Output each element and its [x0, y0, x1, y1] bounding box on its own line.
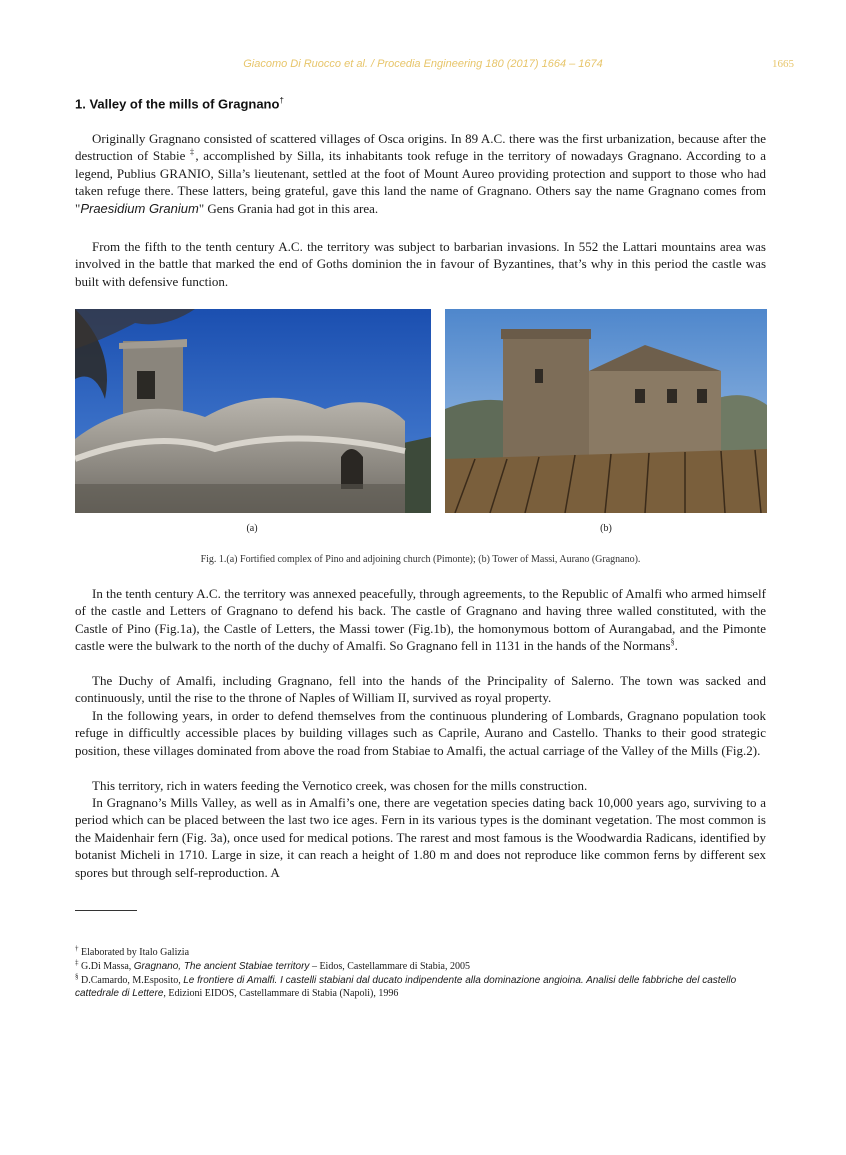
footnote-mark: ‡	[75, 958, 79, 967]
tower-photo-illustration	[445, 309, 767, 513]
paragraph-lombards: In the following years, in order to defend themselves from the continuous plundering of Lombards, Gragnano population took refuge in difficultly accessible places by building villages such as Caprile, Aurano and Castello. Thanks to their good strategic position, these villages dominated from above the road from Stabiae to Amalfi, the actual carriage of the Valley of the Mills (Fig.2).	[75, 708, 766, 758]
footnote-title: Le frontiere di Amalfi. I castelli stabiani dal ducato indipendente alla dominazione angioina. Analisi delle fabbriche del castello cattedrale di Lettere	[75, 975, 737, 999]
footnote-ref-dagger: †	[279, 96, 284, 105]
footnote-text: , Edizioni EIDOS, Castellammare di Stabia (Napoli), 1996	[163, 987, 399, 999]
paragraph-text: " Gens Grania had got in this area.	[198, 200, 379, 216]
paragraph-text: In the tenth century A.C. the territory was annexed peacefully, through agreements, to the Republic of Amalfi who armed himself of the castle and Letters of Gragnano to defend his back. The castle of Gragnano and having three walled constituted, with the Castle of Pino (Fig.1a), the Castle of Letters, the Massi tower (Fig.1b), the homonymous bottom of Aurangabad, and the Pimonte castle were the bulwark to the north of the duchy of Amalfi. So Gragnano fell in 1131 in the hands of the Normans	[75, 586, 766, 654]
footnote-3	[75, 972, 766, 1000]
paragraph-text: , accomplished by Silla, its inhabitants took refuge in the territory of nowadays Gragnano. According to a legend, Publius GRANIO, Silla’s lieutenant, settled at the foot of Mount Aureo providing protection and support to those who had taken refuge there. These latters, being grateful, gave this land the name of Gragnano. Others say the name Gragnano comes from "	[75, 148, 766, 216]
running-header-journal: Giacomo Di Ruocco et al. / Procedia Engineering 180 (2017) 1664 – 1674	[243, 58, 603, 70]
section-title-text: 1. Valley of the mills of Gragnano	[75, 96, 280, 112]
figure-1a-label: (a)	[246, 523, 258, 534]
footnote-ref-section: §	[670, 637, 675, 647]
church-photo-illustration	[75, 309, 431, 513]
footnote-text: – Eidos, Castellammare di Stabia, 2005	[309, 961, 470, 972]
paragraph-vegetation: In Gragnano’s Mills Valley, as well as in Amalfi’s one, there are vegetation species dating back 10,000 years ago, surviving to a period which can be placed between the last two ice ages. Fern in its various types is the dominant vegetation. The most common is the Maidenhair fern (Fig. 3a), once used for medical potions. The rarest and most famous is the Woodwardia Radicans, identified by botanist Micheli in 1710. Large in size, it can reach a height of 1.80 m and does not reproduce like common ferns by different sex spores but through self-reproduction. A	[75, 795, 766, 880]
footnote-ref-ddagger: ‡	[190, 148, 196, 158]
paragraph-text: .	[674, 638, 678, 654]
footnote-title: Gragnano, The ancient Stabiae territory	[133, 961, 310, 972]
figure-1a-photo	[75, 309, 431, 513]
footnote-text: G.Di Massa,	[78, 961, 134, 972]
paragraph-text: Originally Gragnano consisted of scattered villages of Osca origins. In 89 A.C. there was the first urbanization, because after the destruction of Stabie	[75, 131, 766, 164]
paragraph-amalfi-republic	[75, 585, 766, 655]
footnote-divider	[75, 910, 137, 911]
paragraph-origins	[75, 130, 766, 217]
footnote-1	[75, 944, 766, 960]
page-number: 1665	[772, 58, 794, 70]
paragraph-duchy: The Duchy of Amalfi, including Gragnano, fell into the hands of the Principality of Salerno. The town was sacked and continuously, until the rise to the throne of Naples of William II, survived as royal property.	[75, 673, 766, 706]
footnote-2	[75, 958, 766, 974]
figure-1b-photo	[445, 309, 767, 513]
paragraph-invasions: From the fifth to the tenth century A.C. the territory was subject to barbarian invasions. In 552 the Lattari mountains area was involved in the battle that marked the end of Goths dominion the in favour of Byzantines, that’s why in this period the castle was built with defensive function.	[75, 239, 766, 289]
section-title	[75, 96, 284, 111]
paragraph-vernotico: This territory, rich in waters feeding the Vernotico creek, was chosen for the mills construction.	[92, 778, 588, 793]
footnote-text: D.Camardo, M.Esposito,	[78, 975, 184, 986]
figure-caption: Fig. 1.(a) Fortified complex of Pino and adjoining church (Pimonte); (b) Tower of Massi, Aurano (Gragnano).	[200, 554, 641, 565]
footnote-mark: §	[75, 972, 79, 981]
italic-term: Praesidium Granium	[80, 200, 199, 216]
footnote-text: Elaborated by Italo Galizia	[78, 947, 190, 958]
footnote-mark: †	[75, 944, 79, 953]
figure-1b-label: (b)	[600, 523, 612, 534]
